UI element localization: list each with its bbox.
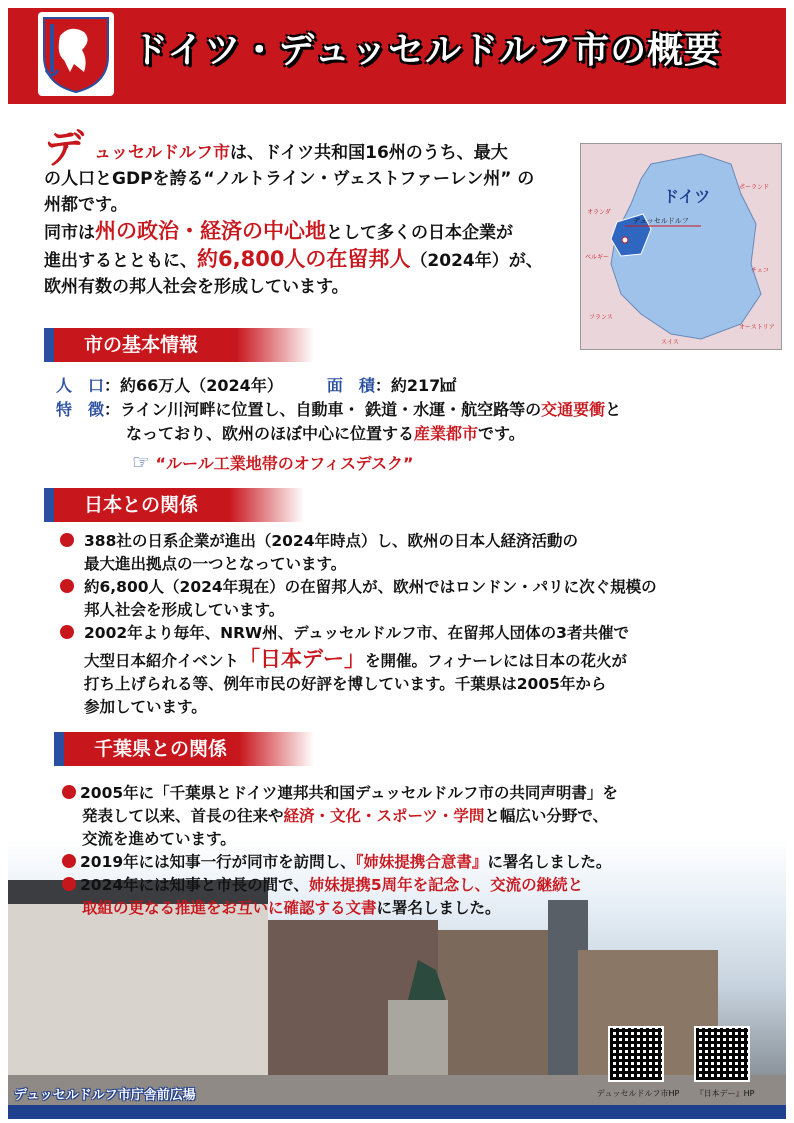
population-value: ：約66万人（2024年）: [104, 376, 283, 395]
svg-text:チェコ: チェコ: [751, 267, 769, 274]
slogan-text: “ルール工業地帯のオフィスデスク”: [155, 454, 414, 473]
area-value: ：約217㎢: [374, 376, 457, 395]
qr-code-japan-day[interactable]: [694, 1026, 750, 1082]
chiba-bullets: 2005年に「千葉県とドイツ連邦共和国デュッセルドルフ市の共同声明書」を 発表して以来、首長の往来や経済・文化・スポーツ・学問と幅広い分野で、 交流を進めています。 2019年には知事一行が同市を訪問し、『姉妹提携合意書』に署名しました。 2024年には知事と市長の間で、姉妹提携5周年を記念し、交流の継続と 取組の更なる推進をお互いに確認する文書に署名しました。: [62, 782, 762, 920]
intro-line-3: 州都です。: [44, 195, 128, 215]
section-heading-japan: 日本との関係: [54, 488, 304, 522]
list-item: 2024年には知事と市長の間で、姉妹提携5周年を記念し、交流の継続と: [62, 874, 762, 897]
photo-caption: デュッセルドルフ市庁舎前広場: [14, 1088, 196, 1103]
japan-bullets: 388社の日系企業が進出（2024年時点）し、欧州の日本人経済活動の 最大進出拠点の一つとなっています。 約6,800人（2024年現在）の在留邦人が、欧州ではロンドン・パリに次ぐ規模の 邦人社会を形成しています。 2002年より毎年、NRW州、デュッセルドルフ市、在留邦人団体の3者共催で 大型日本紹介イベント「日本デー」を開催。フィナーレには日本の花火が 打ち上げられる等、例年市民の好評を博しています。千葉県は2005年から 参加しています。: [60, 530, 760, 719]
pointing-hand-icon: ☞: [132, 450, 150, 474]
map-city-label: デュッセルドルフ: [633, 217, 689, 225]
section-heading-chiba: 千葉県との関係: [64, 732, 314, 766]
qr-label-city: デュッセルドルフ市HP: [596, 1089, 680, 1098]
svg-text:オランダ: オランダ: [587, 209, 611, 216]
list-item: 2005年に「千葉県とドイツ連邦共和国デュッセルドルフ市の共同声明書」を: [62, 782, 762, 805]
section-heading-basic: 市の基本情報: [54, 328, 314, 362]
page-title: ドイツ・デュッセルドルフ市の概要: [132, 30, 722, 71]
section-accent-bar: [54, 732, 64, 766]
bullet-icon: [62, 785, 76, 799]
area-label: 面 積: [326, 376, 375, 395]
map-country-label: ドイツ: [663, 187, 711, 206]
list-item: 388社の日系企業が進出（2024年時点）し、欧州の日本人経済活動の: [60, 530, 760, 553]
city-crest-logo: [38, 12, 114, 96]
intro-line-5: 進出するとともに、約6,800人の在留邦人（2024年）が、: [44, 247, 543, 271]
bullet-icon: [62, 854, 76, 868]
population-row: [56, 374, 621, 398]
intro-line-4: 同市は州の政治・経済の中心地として多くの日本企業が: [44, 219, 513, 243]
svg-text:スイス: スイス: [661, 339, 679, 346]
population-label: 人 口: [56, 376, 105, 395]
bullet-icon: [60, 579, 74, 593]
footer-bar: [8, 1105, 786, 1119]
germany-map: [580, 143, 782, 350]
list-item: 2019年には知事一行が同市を訪問し、『姉妹提携合意書』に署名しました。: [62, 851, 762, 874]
section-accent-bar: [44, 488, 54, 522]
qr-label-japan-day: 『日本デー』HP: [695, 1089, 755, 1098]
intro-line-2: の人口とGDPを誇る“ノルトライン・ヴェストファーレン州” の: [44, 169, 535, 189]
intro-line-1: デュッセルドルフ市は、ドイツ共和国16州のうち、最大: [44, 126, 508, 172]
feature-row-2: なっており、欧州のほぼ中心に位置する産業都市です。: [126, 424, 525, 443]
drop-cap: デ: [44, 126, 84, 172]
feature-label: 特 徴: [56, 400, 105, 419]
bullet-icon: [60, 625, 74, 639]
intro-line-6: 欧州有数の邦人社会を形成しています。: [44, 277, 349, 297]
slogan-row: [56, 450, 621, 476]
intro-paragraph: [44, 126, 584, 300]
feature-row: 特 徴：ライン川河畔に位置し、自動車・ 鉄道・水運・航空路等の交通要衝と: [56, 400, 622, 419]
svg-text:フランス: フランス: [589, 314, 613, 321]
bullet-icon: [60, 533, 74, 547]
list-item: 2002年より毎年、NRW州、デュッセルドルフ市、在留邦人団体の3者共催で: [60, 622, 760, 645]
basic-info: [56, 374, 621, 476]
svg-text:ポーランド: ポーランド: [739, 184, 770, 191]
svg-text:ベルギー: ベルギー: [585, 254, 610, 261]
list-item: 約6,800人（2024年現在）の在留邦人が、欧州ではロンドン・パリに次ぐ規模の: [60, 576, 760, 599]
bullet-icon: [62, 877, 76, 891]
section-accent-bar: [44, 328, 54, 362]
svg-text:オーストリア: オーストリア: [739, 324, 775, 331]
qr-code-city[interactable]: [608, 1026, 664, 1082]
japan-day-highlight: 「日本デー」: [239, 647, 366, 671]
